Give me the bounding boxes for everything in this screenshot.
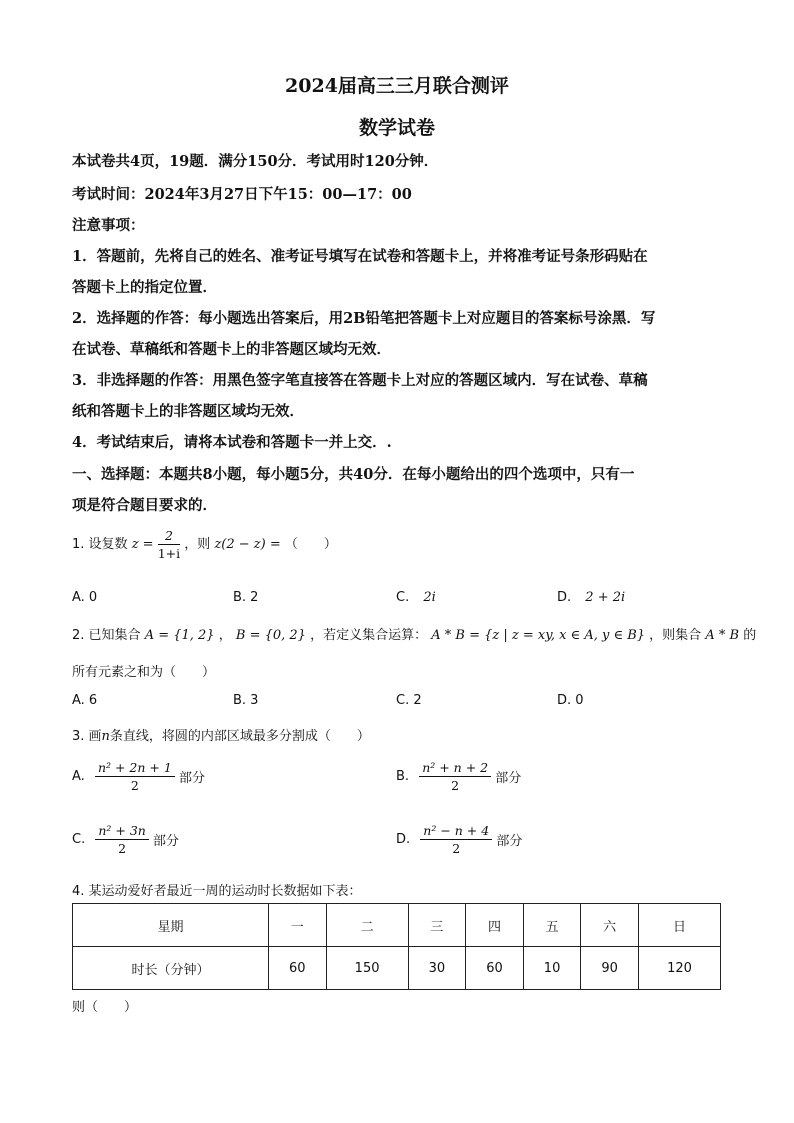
q3-c-num: n² + 3n [95, 823, 149, 840]
q1-option-d-label: D. [557, 590, 572, 605]
q2-end2: 的 [743, 628, 757, 643]
q2-option-a: A. 6 [72, 693, 98, 708]
q3-prefix: 3. 画 [72, 729, 102, 744]
q2-option-c: C. 2 [396, 693, 422, 708]
q4-after: 则（ ） [72, 1000, 138, 1015]
info-time: 考试时间：2024年3月27日下午15：00—17：00 [72, 186, 412, 203]
q1-frac-den: 1+i [157, 546, 181, 561]
section-heading-line1: 一、选择题：本题共8小题，每小题5分，共40分．在每小题给出的四个选项中，只有一 [72, 466, 635, 483]
q3-b-num: n² + n + 2 [419, 760, 491, 777]
table-header-cell: 五 [523, 904, 581, 947]
info-pages: 本试卷共4页，19题．满分150分．考试用时120分钟． [72, 153, 439, 170]
note-line: 纸和答题卡上的非答题区域均无效． [72, 403, 304, 420]
table-cell: 150 [326, 947, 408, 990]
q3-option-d-fraction [420, 823, 492, 856]
q3-option-c-fraction [95, 823, 149, 856]
q3-option-d-suffix: 部分 [496, 834, 523, 849]
q3-option-c-label: C. [72, 832, 86, 847]
q3-option-b-fraction [419, 760, 491, 793]
q3-option-a-label: A. [72, 769, 85, 784]
table-cell: 90 [581, 947, 639, 990]
note-line: 答题卡上的指定位置． [72, 279, 217, 296]
q1-option-c-label: C. [396, 590, 410, 605]
note-line: 1．答题前，先将自己的姓名、准考证号填写在试卷和答题卡上，并将准考证号条形码贴在 [72, 248, 648, 265]
section-heading-line2: 项是符合题目要求的． [72, 497, 217, 514]
note-line: 在试卷、草稿纸和答题卡上的非答题区域均无效． [72, 341, 391, 358]
notes-heading: 注意事项： [72, 217, 145, 234]
q1-fraction [158, 528, 180, 561]
note-line: 4．考试结束后，请将本试卷和答题卡一并上交．. [72, 434, 392, 451]
q2-mid: ，若定义集合运算： [310, 628, 428, 643]
note-line: 3．非选择题的作答：用黑色签字笔直接答在答题卡上对应的答题区域内．写在试卷、草稿 [72, 372, 648, 389]
q3-option-b-label: B. [396, 769, 410, 784]
q3-option-d-label: D. [396, 832, 411, 847]
table-header-cell: 三 [408, 904, 466, 947]
q3-d-den: 2 [452, 841, 461, 856]
table-cell: 120 [638, 947, 720, 990]
q3-option-a-suffix: 部分 [178, 771, 205, 786]
exam-subtitle: 数学试卷 [358, 117, 435, 139]
q3-option-c-suffix: 部分 [153, 834, 180, 849]
exercise-table [72, 903, 721, 990]
question-3 [72, 725, 370, 744]
question-1 [72, 528, 337, 561]
note-line: 2．选择题的作答：每小题选出答案后，用2B铅笔把答题卡上对应题目的答案标号涂黑．写 [72, 310, 656, 327]
q2-end: ，则集合 [649, 628, 702, 643]
table-cell: 10 [523, 947, 581, 990]
q2-option-d: D. 0 [557, 693, 584, 708]
q3-option-b-suffix: 部分 [495, 771, 522, 786]
q1-mid: ，则 [184, 537, 211, 552]
q2-option-b: B. 3 [233, 693, 259, 708]
q3-var: n [101, 729, 110, 744]
table-cell: 60 [269, 947, 327, 990]
table-header-cell: 四 [466, 904, 524, 947]
table-header-cell: 二 [326, 904, 408, 947]
q1-frac-num: 2 [158, 528, 180, 545]
table-row-label: 时长（分钟） [73, 947, 269, 990]
table-header-cell: 星期 [73, 904, 269, 947]
q1-option-d-value: 2 + 2i [585, 590, 626, 605]
q1-prefix: 1. 设复数 [72, 537, 128, 552]
q3-option-a [72, 760, 205, 793]
table-cell: 30 [408, 947, 466, 990]
q2-opname: A * B [705, 628, 740, 643]
q1-option-c [396, 590, 436, 605]
q3-option-b [396, 760, 521, 793]
table-header-row [73, 904, 721, 947]
exam-title: 2024届高三三月联合测评 [285, 75, 509, 97]
q2-set-b: B = {0, 2} [235, 628, 306, 643]
q1-z-eq: z = [131, 537, 154, 552]
table-header-cell: 日 [638, 904, 720, 947]
q3-a-num: n² + 2n + 1 [95, 760, 175, 777]
q3-option-c [72, 823, 179, 856]
q3-c-den: 2 [118, 841, 127, 856]
q3-option-d [396, 823, 522, 856]
q2-set-a: A = {1, 2} [144, 628, 215, 643]
q2-prefix: 2. 已知集合 [72, 628, 141, 643]
q2-operation: A * B = {z | z = xy, x ∈ A, y ∈ B} [431, 628, 646, 643]
table-cell: 60 [466, 947, 524, 990]
q3-b-den: 2 [451, 778, 460, 793]
q1-expr: z(2 − z) = [214, 537, 281, 552]
q2-sep: ， [218, 628, 232, 643]
q1-option-b: B. 2 [233, 590, 259, 605]
q3-a-den: 2 [130, 778, 139, 793]
q1-option-c-value: 2i [423, 590, 436, 605]
q1-option-d [557, 590, 625, 605]
q3-rest: 条直线，将圆的内部区域最多分割成（ ） [109, 729, 370, 744]
table-header-cell: 六 [581, 904, 639, 947]
q2-line2: 所有元素之和为（ ） [72, 665, 216, 680]
q1-option-a: A. 0 [72, 590, 98, 605]
table-header-cell: 一 [269, 904, 327, 947]
table-row [73, 947, 721, 990]
q1-blank: （ ） [284, 537, 337, 552]
question-2 [72, 624, 756, 643]
q3-d-num: n² − n + 4 [420, 823, 492, 840]
q3-option-a-fraction [95, 760, 175, 793]
question-4: 4. 某运动爱好者最近一周的运动时长数据如下表： [72, 884, 362, 899]
